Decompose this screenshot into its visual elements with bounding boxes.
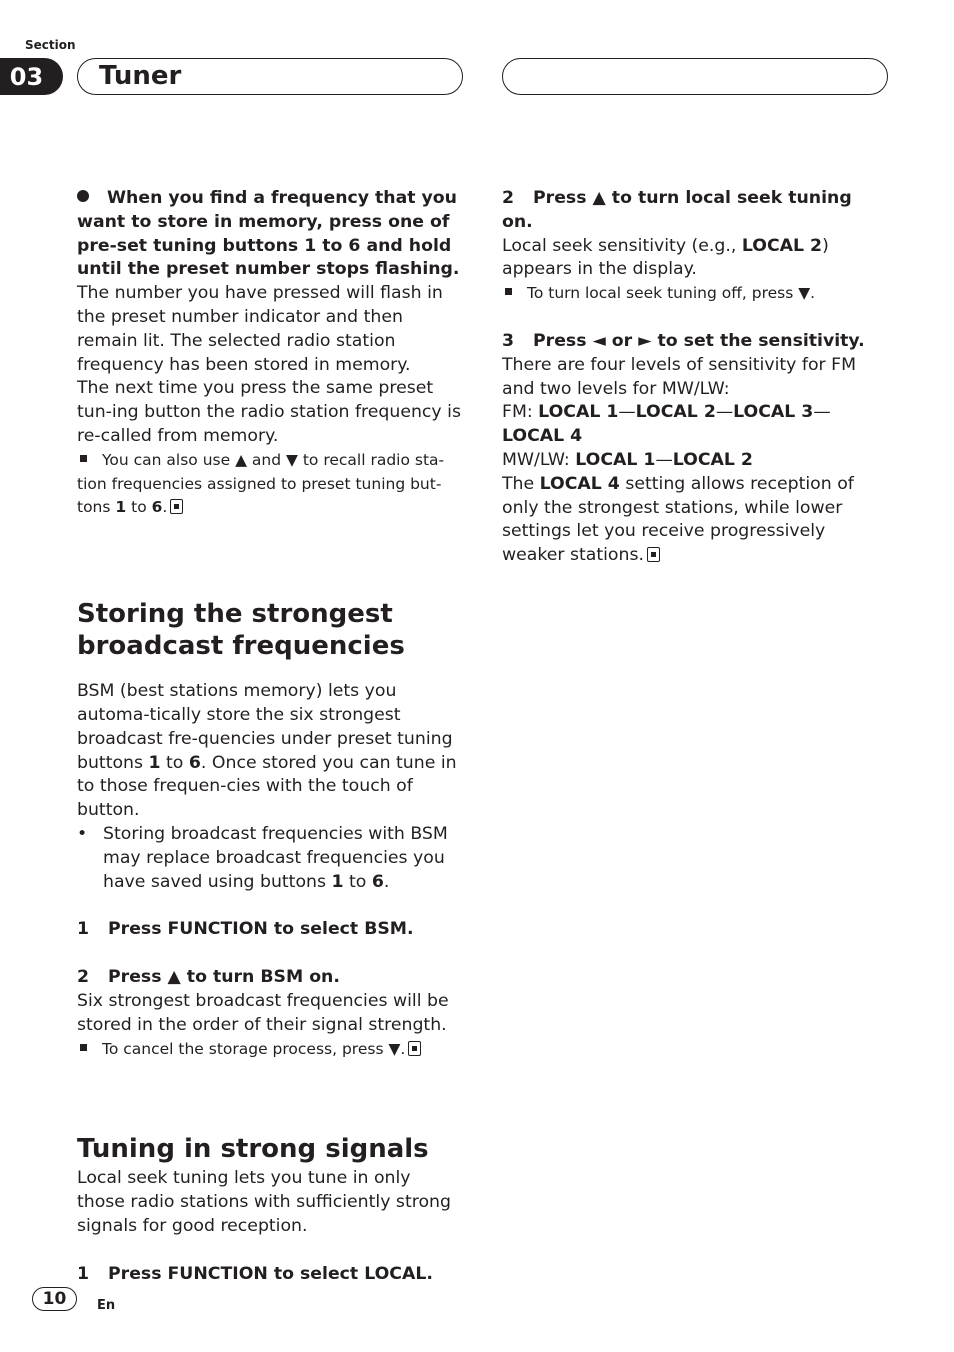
page-title: Tuner (99, 61, 182, 91)
header-right-frame (502, 58, 888, 95)
text: ) appears in the display. (502, 235, 829, 280)
bsm-bold: 1 (331, 871, 344, 892)
bsm-bullet-text: to (343, 871, 372, 892)
bsm-bold: 1 (148, 752, 161, 773)
bsm-bold: 6 (188, 752, 201, 773)
level-label: LOCAL 1 (575, 449, 656, 470)
note-text: To cancel the storage process, press ▼. (102, 1039, 406, 1058)
local-step-2 (502, 187, 888, 235)
local-step-1 (77, 1263, 463, 1287)
bsm-bullet-text: . (383, 871, 390, 892)
bsm-heading: Storing the strongest broadcast frequencies (77, 599, 405, 662)
local-step-3-paragraph: There are four levels of sensitivity for FM and two levels for MW/LW: (502, 354, 856, 399)
local-step-2-paragraph (502, 235, 888, 283)
intro-paragraph-1: The number you have pressed will flash in the preset number indicator and then remain lit. The selected radio station frequency has been stored in memory. (77, 283, 443, 375)
step-number: 1 (77, 919, 90, 940)
local-step-3 (502, 330, 888, 354)
bsm-text: BSM (best stations memory) lets you automa-tically store the six strongest broadcast fre-quencies under preset tuning buttons (77, 681, 453, 773)
bsm-step-1 (77, 918, 463, 942)
step-number: 1 (77, 1263, 90, 1284)
bsm-step-2 (77, 966, 463, 990)
bsm-text: . Once stored you can tune in to those frequen-cies with the touch of button. (77, 752, 457, 821)
note-text: You can also use ▲ and ▼ to recall radio sta-tion frequencies assigned to preset tuning but-tons (77, 450, 445, 517)
end-mark-icon (647, 547, 660, 562)
level-label: LOCAL 2 (672, 449, 753, 470)
bsm-text: to (160, 752, 189, 773)
note-square-icon (80, 455, 87, 462)
end-mark-icon (408, 1041, 421, 1056)
bullet-dot-icon (77, 190, 89, 202)
note-square-icon (80, 1044, 87, 1051)
step-text: Press FUNCTION to select LOCAL. (108, 1263, 433, 1284)
right-column (502, 187, 888, 568)
step-number: 3 (502, 330, 515, 351)
local-step-2-note (502, 282, 888, 306)
step-text: Press ▲ to turn local seek tuning on. (502, 188, 852, 232)
note-bold: 1 (115, 498, 127, 517)
step-number: 2 (77, 967, 90, 988)
bsm-bullet-text: Storing broadcast frequencies with BSM may replace broadcast frequencies you have saved using buttons (103, 823, 448, 892)
intro-instruction-text: When you find a frequency that you want to store in memory, press one of pre-set tuning buttons 1 to 6 and hold until the preset number stops flashing. (77, 188, 460, 280)
note-text: . (162, 498, 168, 517)
bullet-icon: • (77, 823, 88, 844)
fm-levels (502, 401, 888, 449)
level-label: LOCAL 3 (733, 402, 814, 423)
level-label: LOCAL 1 (538, 402, 619, 423)
note-square-icon (505, 288, 512, 295)
page-number: 10 (32, 1287, 77, 1311)
end-mark-icon (170, 499, 183, 514)
left-column (77, 187, 463, 1287)
intro-instruction (77, 187, 463, 282)
local-heading: Tuning in strong signals (77, 1134, 429, 1165)
dash: — (618, 402, 636, 423)
mw-label: MW/LW: (502, 449, 576, 470)
mw-levels (502, 449, 888, 473)
intro-paragraph-2: The next time you press the same preset tun-ing button the radio station frequency is re-called from memory. (77, 378, 461, 446)
bsm-paragraph (77, 680, 463, 823)
text: The (502, 473, 540, 494)
sensitivity-explanation (502, 473, 888, 568)
bsm-bold: 6 (371, 871, 384, 892)
note-bold: 6 (151, 498, 163, 517)
bsm-step-2-paragraph: Six strongest broadcast frequencies will be stored in the order of their signal strength. (77, 990, 449, 1035)
step-text: Press FUNCTION to select BSM. (108, 919, 414, 940)
bold-text: LOCAL 2 (741, 235, 823, 256)
bsm-bullet (77, 823, 463, 894)
dash: — (813, 402, 831, 423)
local-paragraph: Local seek tuning lets you tune in only those radio stations with sufficiently strong signals for good reception. (77, 1168, 451, 1236)
dash: — (655, 449, 673, 470)
note-text: To turn local seek tuning off, press ▼. (527, 284, 816, 303)
section-number-badge: 03 (0, 58, 63, 95)
language-code: En (97, 1298, 116, 1313)
section-label: Section (25, 38, 76, 52)
text: setting allows reception of only the strongest stations, while lower settings let you receive progressively weaker stations. (502, 473, 854, 566)
step-text: Press ◄ or ► to set the sensitivity. (533, 330, 865, 351)
dash: — (715, 402, 734, 423)
step-text: Press ▲ to turn BSM on. (108, 967, 340, 988)
text: Local seek sensitivity (e.g., (502, 235, 742, 256)
bsm-note (77, 1038, 463, 1062)
level-label: LOCAL 4 (502, 426, 583, 447)
intro-note (77, 449, 463, 520)
fm-label: FM: (502, 402, 539, 423)
step-number: 2 (502, 188, 515, 208)
bold-text: LOCAL 4 (539, 473, 620, 494)
level-label: LOCAL 2 (635, 402, 716, 423)
note-text: to (126, 498, 152, 517)
